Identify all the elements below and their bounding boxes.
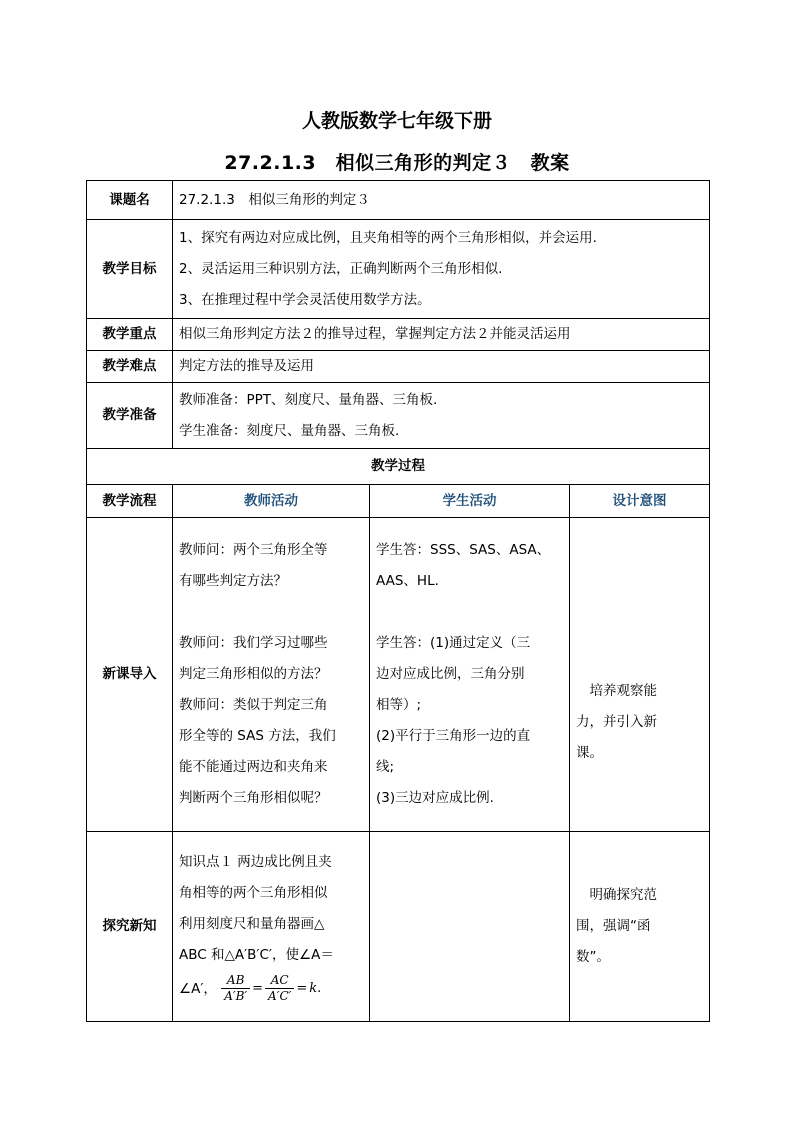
goals-value <box>173 220 710 319</box>
intro-design-intent <box>570 518 710 832</box>
text-line: 学生答：SSS、SAS、ASA、 <box>376 542 551 558</box>
formula-line <box>179 971 363 1007</box>
text-line: 能不能通过两边和夹角来 <box>179 759 328 775</box>
fraction-numerator: AB <box>221 973 250 989</box>
column-header-intent: 设计意图 <box>570 485 710 518</box>
table-row-intro <box>87 518 710 832</box>
text-line: 培养观察能 <box>576 682 657 699</box>
key-points-value: 相似三角形判定方法２的推导过程，掌握判定方法２并能灵活运用 <box>173 319 710 351</box>
ratio-k: k. <box>309 980 322 996</box>
column-header-flow: 教学流程 <box>87 485 173 518</box>
fraction-ab <box>221 973 250 1004</box>
table-row-preparation <box>87 383 710 449</box>
text-line: 知识点１ 两边成比例且夹 <box>179 853 332 870</box>
explore-label: 探究新知 <box>87 832 173 1022</box>
text-line: 边对应成比例，三角分别 <box>376 666 525 682</box>
preparation-label: 教学准备 <box>87 383 173 449</box>
key-points-label: 教学重点 <box>87 319 173 351</box>
fraction-numerator: AC <box>265 973 294 989</box>
text-line: 判断两个三角形相似呢？ <box>179 790 328 806</box>
goal-item: 3、在推理过程中学会灵活使用数学方法。 <box>179 291 431 308</box>
explore-teacher-activity <box>173 832 370 1022</box>
text-line: 力，并引入新 <box>576 713 657 730</box>
intro-teacher-activity <box>173 518 370 832</box>
text-line: 有哪些判定方法？ <box>179 573 287 589</box>
fraction-denominator: A′C′ <box>268 989 292 1003</box>
text-line: 教师问：类似于判定三角 <box>179 697 328 713</box>
explore-student-activity <box>370 832 570 1022</box>
text-line: 相等）; <box>376 697 422 713</box>
text-line: 明确探究范 <box>576 887 657 903</box>
explore-design-intent <box>570 832 710 1022</box>
difficulties-label: 教学难点 <box>87 351 173 383</box>
table-row-explore <box>87 832 710 1022</box>
column-header-teacher: 教师活动 <box>173 485 370 518</box>
text-line: 学生答：(1)通过定义（三 <box>376 635 531 651</box>
difficulties-value: 判定方法的推导及运用 <box>173 351 710 383</box>
intro-student-activity <box>370 518 570 832</box>
goal-item: 2、灵活运用三种识别方法，正确判断两个三角形相似. <box>179 260 503 277</box>
text-line: ∠A′， <box>179 980 217 997</box>
text-line: 数”。 <box>576 949 610 965</box>
text-line: 角相等的两个三角形相似 <box>179 884 328 901</box>
text-line: AAS、HL. <box>376 573 439 589</box>
preparation-item: 学生准备：刻度尺、量角器、三角板. <box>179 422 400 439</box>
text-line: 判定三角形相似的方法？ <box>179 666 328 682</box>
table-row-key-points <box>87 319 710 351</box>
text-line: 形全等的 SAS 方法，我们 <box>179 728 336 744</box>
lesson-subtitle: 27.2.1.3 相似三角形的判定３ 教案 <box>224 152 570 174</box>
equals-sign: = <box>296 980 308 996</box>
table-row-process-title <box>87 449 710 485</box>
intro-label: 新课导入 <box>87 518 173 832</box>
table-row-goals <box>87 220 710 319</box>
text-line: 围，强调“函 <box>576 918 651 934</box>
document-title: 人教版数学七年级下册 <box>301 110 492 132</box>
preparation-item: 教师准备：PPT、刻度尺、量角器、三角板. <box>179 391 438 408</box>
text-line: 利用刻度尺和量角器画△ <box>179 915 325 932</box>
text-line: (3)三边对应成比例. <box>376 790 494 806</box>
text-line: 课。 <box>576 744 603 761</box>
topic-label: 课题名 <box>87 181 173 220</box>
fraction-denominator: A′B′ <box>224 989 248 1003</box>
goal-item: 1、探究有两边对应成比例，且夹角相等的两个三角形相似，并会运用. <box>179 229 597 246</box>
text-line: 教师问：我们学习过哪些 <box>179 635 328 651</box>
column-header-student: 学生活动 <box>370 485 570 518</box>
lesson-plan-table <box>86 180 710 1022</box>
text-line: (2)平行于三角形一边的直 <box>376 728 531 744</box>
table-row-column-headers <box>87 485 710 518</box>
text-line: ABC 和△A′B′C′，使∠A＝ <box>179 946 334 963</box>
text-line: 教师问：两个三角形全等 <box>179 542 328 558</box>
equals-sign: = <box>252 980 264 996</box>
text-line: 线; <box>376 759 395 775</box>
fraction-ac <box>265 973 294 1004</box>
topic-value: 27.2.1.3 相似三角形的判定３ <box>173 181 710 220</box>
table-row-difficulties <box>87 351 710 383</box>
goals-label: 教学目标 <box>87 220 173 319</box>
preparation-value <box>173 383 710 449</box>
table-row-topic <box>87 181 710 220</box>
process-section-title: 教学过程 <box>87 449 710 485</box>
